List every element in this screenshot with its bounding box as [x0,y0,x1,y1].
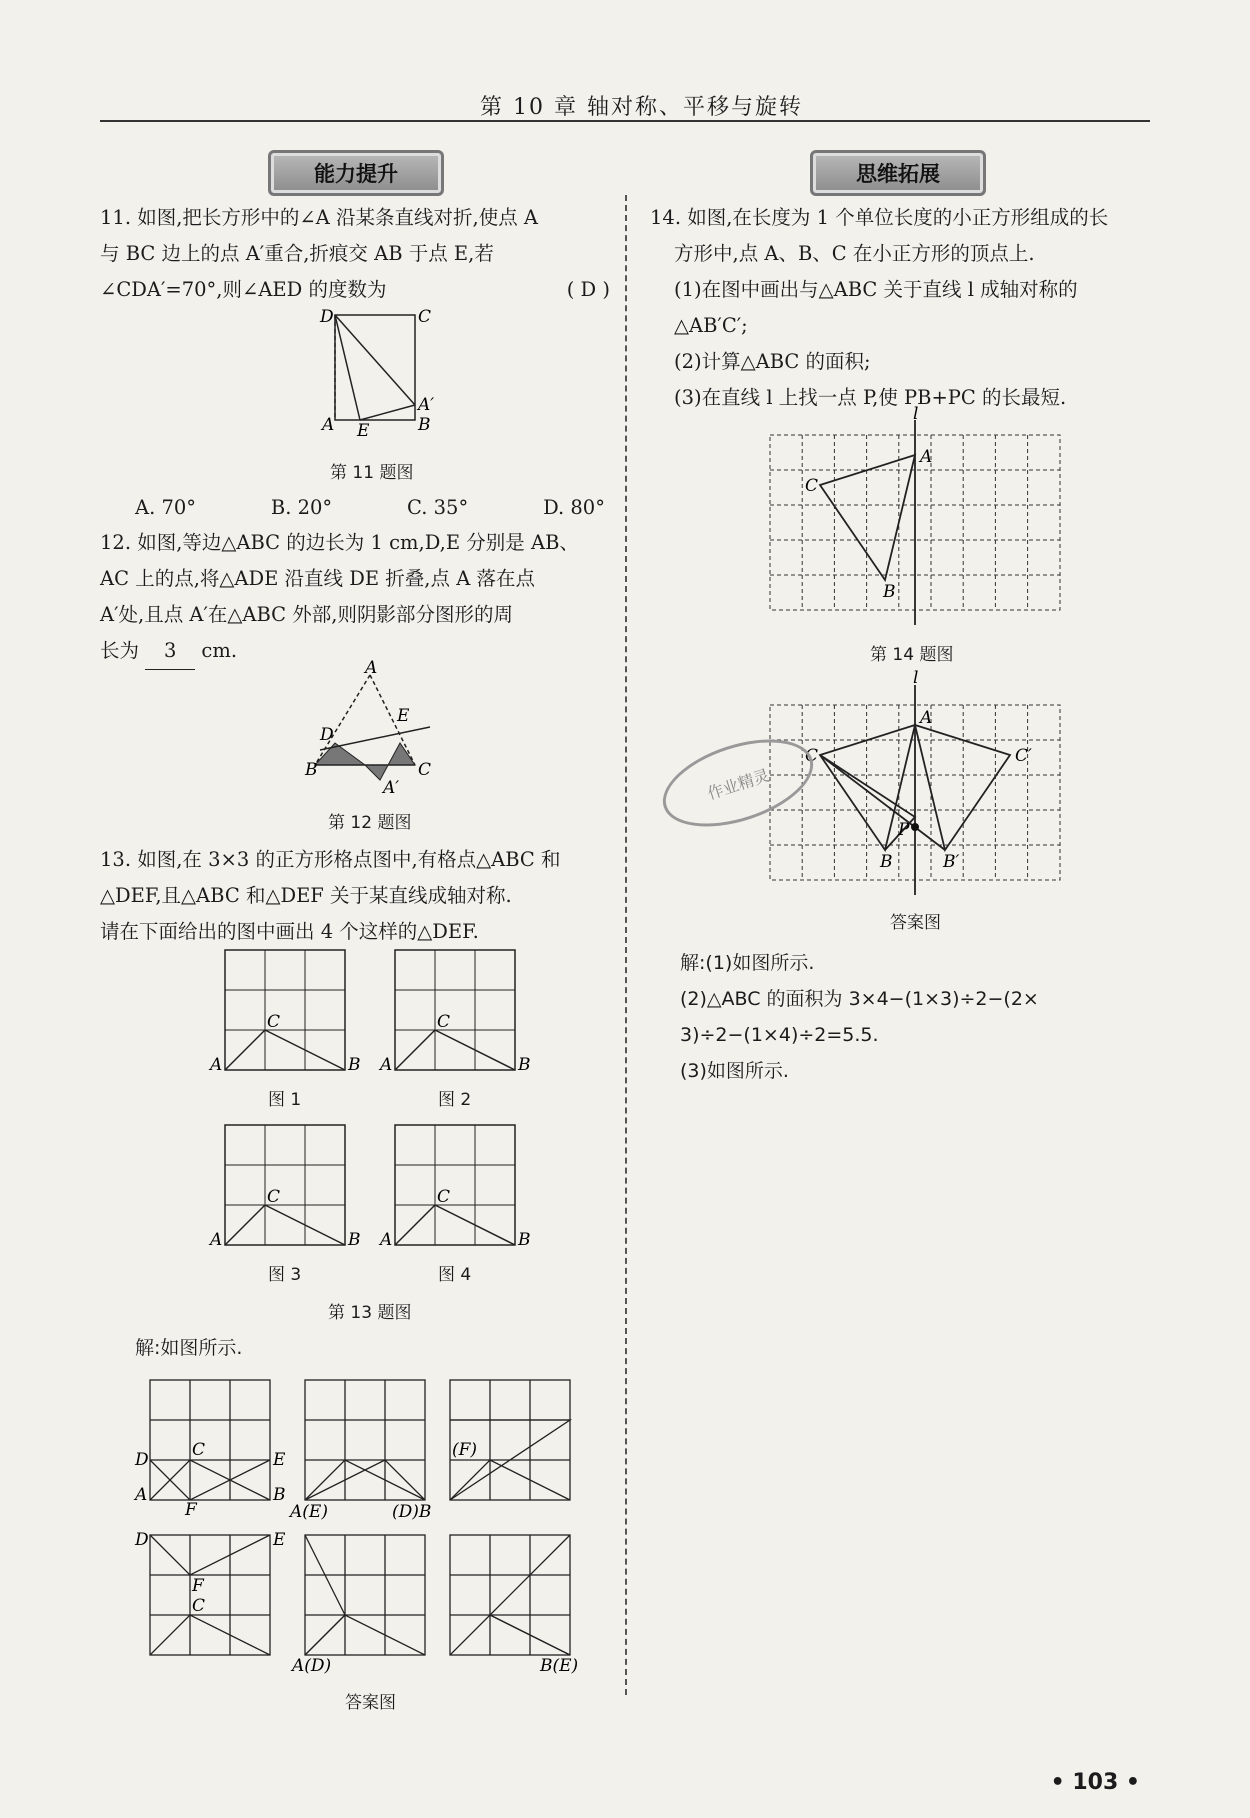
banner-ability: 能力提升 [268,150,444,196]
q13-g3-C: C [267,1187,281,1207]
q13-g1-C: C [267,1012,281,1032]
ans-g1-E: E [273,1450,286,1470]
banner-thinking: 思维拓展 [810,150,986,196]
ans-g2-DB: (D)B [392,1502,432,1522]
q11-caption: 第 11 题图 [330,463,414,483]
q13-g3-A: A [210,1230,223,1250]
q13-fig1-caption: 图 1 [268,1090,302,1110]
q12-line1: 12. 如图,等边△ABC 的边长为 1 cm,D,E 分别是 AB、 [100,531,579,554]
ans-g4-D: D [135,1530,149,1550]
q14-answer-caption: 答案图 [890,913,941,933]
q14-sol2a: (2)△ABC 的面积为 3×4−(1×3)÷2−(2× [680,988,1039,1010]
question-11 [100,200,610,308]
q12-line4-pre: 长为 [100,639,140,662]
ans-g4-F: F [192,1576,204,1596]
q14a-label-B: B [880,852,893,872]
q13-g2-A: A [380,1055,393,1075]
q11-label-E: E [357,421,370,441]
q11-answer: ( D ) [566,278,610,301]
q13-grid-3 [225,1125,345,1245]
q11-line1: 11. 如图,把长方形中的∠A 沿某条直线对折,使点 A [100,206,539,229]
q14a-label-B1: B′ [943,852,960,872]
q11-choices [135,490,605,526]
ans-g1-B: B [273,1485,286,1505]
q12-caption: 第 12 题图 [328,813,412,833]
q12-line4-post: cm. [201,639,238,662]
ans-g5-AD: A(D) [292,1656,332,1676]
q14-line1: 14. 如图,在长度为 1 个单位长度的小正方形组成的长 [650,206,1109,229]
q14a-label-C: C [805,746,819,766]
question-12 [100,525,610,670]
ans-g1-A: A [135,1485,148,1505]
q13-solution: 解:如图所示. [135,1337,243,1359]
ans-g4-E: E [273,1530,286,1550]
q13-fig4-caption: 图 4 [438,1265,472,1285]
q11-label-C: C [418,307,432,327]
q13-grid-4 [395,1125,515,1245]
ans-g1-F: F [185,1500,197,1520]
q13-caption: 第 13 题图 [328,1303,412,1323]
q14a-label-P: P [898,820,910,840]
q11-label-D: D [320,307,334,327]
q12-label-C: C [418,760,432,780]
q14-solution [680,945,1160,1089]
q12-answer: 3 [145,633,195,670]
q11-choice-d: D. 80° [543,496,605,519]
q14-label-l: l [913,404,919,424]
q13-grid-1 [225,950,345,1070]
q14-p3: (3)在直线 l 上找一点 P,使 PB+PC 的长最短. [674,386,1067,409]
ans-g2-AE: A(E) [290,1502,328,1522]
q14-p2: (2)计算△ABC 的面积; [674,350,871,373]
ans-g4-C: C [192,1596,206,1616]
q13-answer-grids [130,1375,610,1675]
q13-grid-2 [395,950,515,1070]
q14-label-A: A [920,447,933,467]
q11-line3: ∠CDA′=70°,则∠AED 的度数为 [100,278,387,301]
q14-answer-figure [765,668,1065,885]
q12-label-A1: A′ [383,778,400,798]
q14-label-B: B [883,582,896,602]
q11-choice-b: B. 20° [270,496,333,519]
q11-choice-c: C. 35° [407,496,469,519]
homework-stamp: 作业精灵 [652,723,824,843]
q14-p1b: △AB′C′; [674,314,748,337]
q13-g4-B: B [518,1230,531,1250]
q12-label-B: B [305,760,318,780]
q14-figure [765,404,1035,615]
question-13 [100,842,610,950]
ans-g1-C: C [192,1440,206,1460]
q12-line2: AC 上的点,将△ADE 沿直线 DE 折叠,点 A 落在点 [100,567,535,590]
page-number: • 103 • [1050,1770,1140,1795]
header-rule [100,120,1150,122]
q14-p1a: (1)在图中画出与△ABC 关于直线 l 成轴对称的 [674,278,1078,301]
q14-sol2b: 3)÷2−(1×4)÷2=5.5. [680,1024,879,1046]
q12-label-A: A [365,658,378,678]
q12-label-E: E [397,706,410,726]
q13-fig3-caption: 图 3 [268,1265,302,1285]
q13-line2: △DEF,且△ABC 和△DEF 关于某直线成轴对称. [100,884,512,907]
q11-line2: 与 BC 边上的点 A′重合,折痕交 AB 于点 E,若 [100,242,494,265]
question-14 [650,200,1170,416]
q12-line3: A′处,且点 A′在△ABC 外部,则阴影部分图形的周 [100,603,514,626]
q13-g2-C: C [437,1012,451,1032]
q11-label-A1: A′ [418,395,435,415]
q11-label-A: A [322,415,335,435]
q14a-label-l: l [913,668,919,688]
chapter-header: 第 10 章 轴对称、平移与旋转 [480,95,803,120]
ans-g3-F: (F) [452,1440,478,1460]
ans-g6-BE: B(E) [540,1656,579,1676]
q14a-label-A: A [920,708,933,728]
q13-g1-B: B [348,1055,361,1075]
q13-g4-A: A [380,1230,393,1250]
q11-choice-a: A. 70° [135,496,197,519]
q13-fig2-caption: 图 2 [438,1090,472,1110]
q13-g2-B: B [518,1055,531,1075]
q13-g4-C: C [437,1187,451,1207]
q12-label-D: D [320,725,334,745]
q14-sol1: 解:(1)如图所示. [680,952,815,974]
q13-line3: 请在下面给出的图中画出 4 个这样的△DEF. [100,920,479,943]
q13-line1: 13. 如图,在 3×3 的正方形格点图中,有格点△ABC 和 [100,848,561,871]
q14-label-C: C [805,476,819,496]
q13-g3-B: B [348,1230,361,1250]
q12-figure [305,658,445,798]
q14-caption: 第 14 题图 [870,645,954,665]
q11-label-B: B [418,415,431,435]
q13-answer-caption: 答案图 [345,1693,396,1713]
ans-g1-D: D [135,1450,149,1470]
q14a-label-C1: C′ [1015,746,1032,766]
q13-g1-A: A [210,1055,223,1075]
q14-sol3: (3)如图所示. [680,1060,789,1082]
q13-grids [210,945,635,1275]
q14-line2: 方形中,点 A、B、C 在小正方形的顶点上. [674,242,1035,265]
q11-figure [320,300,440,441]
